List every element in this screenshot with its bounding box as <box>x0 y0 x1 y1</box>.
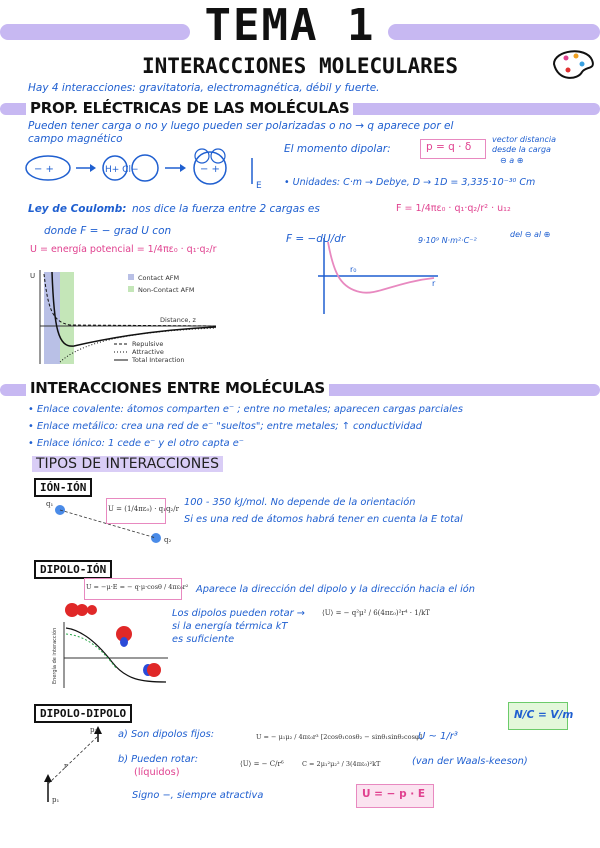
coulomb-label: Ley de Coulomb: <box>28 203 127 215</box>
dipole-note1: vector distancia <box>492 135 557 144</box>
header-bar-left <box>0 24 190 40</box>
section1-line1: Pueden tener carga o no y luego pueden ser polarizadas o no → q aparece por el <box>28 120 454 132</box>
page-title: TEMA 1 <box>204 0 376 51</box>
afm-xlabel: Distance, z <box>160 316 196 324</box>
bond-metallic: • Enlace metálico: crea una red de e⁻ "sueltos"; entre metales; ↑ conductividad <box>28 421 422 432</box>
section1-title: PROP. ELÉCTRICAS DE LAS MOLÉCULAS <box>26 99 353 117</box>
dipolo-ion-formula: U = −μ·E = − q·μ·cosθ / 4πε₀r² <box>86 583 189 591</box>
afm-ylabel: U <box>30 272 36 280</box>
bond-ionic: • Enlace iónico: 1 cede e⁻ y el otro capta e⁻ <box>28 438 244 449</box>
field-label: E <box>256 181 262 191</box>
afm-chart <box>30 268 220 372</box>
energy-formula: U = energía potencial = 1/4πε₀ · q₁·q₂/r <box>30 244 217 255</box>
ion-ion-badge: IÓN-IÓN <box>34 478 92 497</box>
dipolo-b-formula2: C = 2μ₁²μ₂² / 3(4πε₀)²kT <box>302 760 381 768</box>
intro-text: Hay 4 interacciones: gravitatoria, electromagnética, débil y fuerte. <box>28 82 380 94</box>
bond-covalent: • Enlace covalente: átomos comparten e⁻ ; entre no metales; aparecen cargas parciales <box>28 404 463 415</box>
force-deriv: F = −dU/dr <box>286 233 346 245</box>
palette-icon <box>548 44 596 84</box>
u-box-text: U = − p · E <box>362 788 426 800</box>
units-text: • Unidades: C·m → Debye, D → 1D = 3,335·10⁻³⁰ Cm <box>284 177 536 188</box>
dipolo-b-sub: (líquidos) <box>134 767 180 778</box>
coulomb-formula: F = 1/4πε₀ · q₁·q₂/r² · u₁₂ <box>396 203 511 214</box>
molecule-a-label: − + <box>34 164 54 175</box>
dipole-r-label: r <box>64 762 68 770</box>
dipolo-ion-text2: Los dipolos pueden rotar → <box>172 608 305 619</box>
molecules-diagram <box>20 148 270 198</box>
dipolo-b-formula1: ⟨U⟩ = − C/r⁶ <box>240 760 284 768</box>
direction-note: del ⊖ al ⊕ <box>510 230 551 239</box>
page-subtitle: INTERACCIONES MOLECULARES <box>141 54 459 78</box>
afm-legend-contact: Contact AFM <box>138 274 180 282</box>
dipolo-b-label: b) Pueden rotar: <box>118 754 199 765</box>
ion-ion-text2: Si es una red de átomos habrá tener en cuenta la E total <box>184 514 463 525</box>
dipolo-ion-badge: DIPOLO-IÓN <box>34 560 112 579</box>
coulomb-text: nos dice la fuerza entre 2 cargas es <box>132 203 320 215</box>
afm-legend-repulsive: Repulsive <box>132 340 164 348</box>
dipolo-ion-chart <box>42 598 170 690</box>
dipole-label: El momento dipolar: <box>284 143 391 155</box>
afm-legend-total: Total Interaction <box>132 356 185 364</box>
dipolo-ion-text1: Aparece la dirección del dipolo y la dirección hacia el ión <box>196 584 476 595</box>
ion-q2-label: q₂ <box>164 536 172 544</box>
dipolo-ion-chart-ylabel: Energía de interacción <box>52 627 58 684</box>
molecule-b-label: H+ Cl− <box>105 165 139 175</box>
dipolo-dipolo-badge: DIPOLO-DIPOLO <box>34 704 132 723</box>
coulomb-where: donde F = − grad U con <box>44 225 172 237</box>
constant-note: 9·10⁹ N·m²·C⁻² <box>418 236 477 245</box>
header-bar-right <box>388 24 600 40</box>
dipole-formula: p = q · δ <box>426 141 472 153</box>
section1-line2: campo magnético <box>28 133 123 145</box>
dipolo-ion-text4: es suficiente <box>172 634 235 645</box>
dipole-note2: desde la carga <box>492 145 551 154</box>
dipole-p1-label: p₁ <box>52 796 60 804</box>
dipole-note3: ⊖ a ⊕ <box>500 156 524 165</box>
dipolo-dipolo-diagram <box>42 724 112 804</box>
graph-r-label: r <box>432 279 436 288</box>
afm-legend-attractive: Attractive <box>132 348 164 356</box>
nc-box-text: N/C = V/m <box>514 709 574 721</box>
dipolo-a-note: U ~ 1/r³ <box>418 731 458 742</box>
dipolo-sign: Signo −, siempre atractiva <box>132 790 264 801</box>
section2-title: INTERACCIONES ENTRE MOLÉCULAS <box>26 379 329 397</box>
graph-r0-label: r₀ <box>350 265 357 274</box>
molecule-c-label: − + <box>200 164 220 175</box>
ion-q1-label: q₁ <box>46 500 54 508</box>
dipolo-ion-formula2: ⟨U⟩ = − q²μ² / 6(4πε₀)²r⁴ · 1/kT <box>322 609 430 617</box>
dipolo-a-formula: U = − μ₁μ₂ / 4πε₀r³ [2cosθ₁cosθ₂ − sinθ₁sinθ₂cosφ] <box>256 733 422 741</box>
afm-legend-noncontact: Non-Contact AFM <box>138 286 195 294</box>
types-title: TIPOS DE INTERACCIONES <box>32 456 223 472</box>
dipole-p2-label: p₂ <box>90 726 98 734</box>
dipolo-a-label: a) Son dipolos fijos: <box>118 729 215 740</box>
ion-ion-formula: U = (1/4πε₀) · q₁q₂/r <box>108 505 179 513</box>
dipolo-b-note: (van der Waals-keeson) <box>412 756 528 767</box>
energy-graph <box>316 236 442 316</box>
ion-ion-text1: 100 - 350 kJ/mol. No depende de la orientación <box>184 497 416 508</box>
dipolo-ion-text3: si la energía térmica kT <box>172 621 288 632</box>
